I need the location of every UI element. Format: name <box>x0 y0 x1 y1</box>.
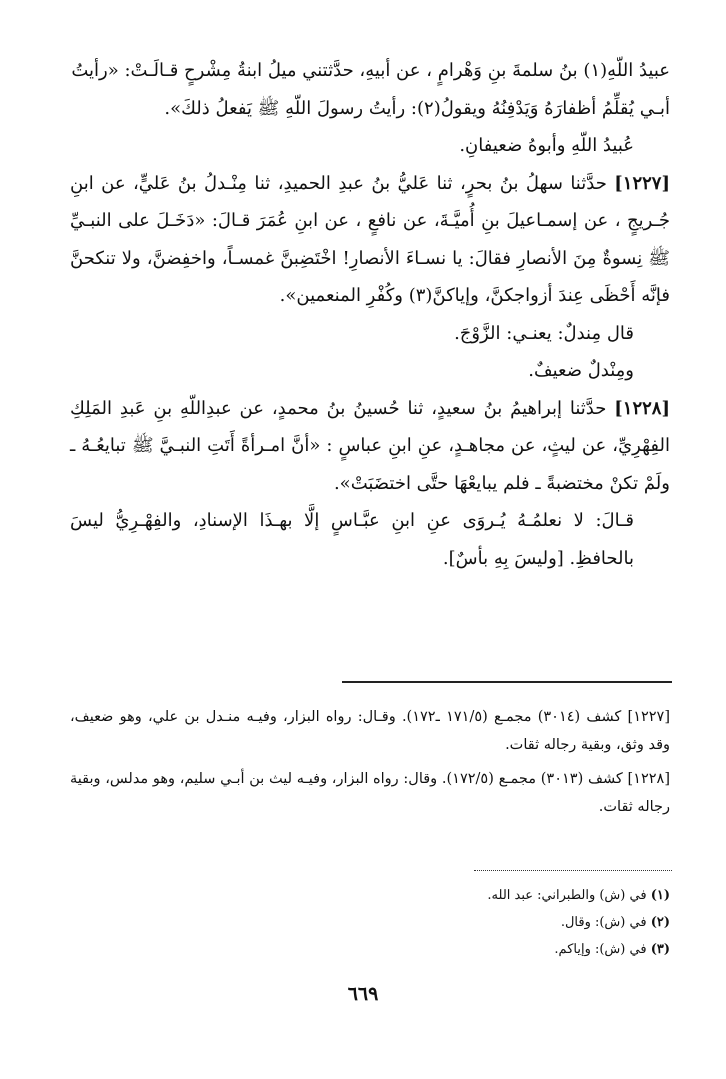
takhrij-entry: [١٢٢٨] كشف (٣٠١٣) مجمـع (١٧٢/٥). وقال: رواه البزار، وفيـه ليث بن أبـي سليم، وهو مدلس، وبقية رجاله ثقات. <box>70 771 670 815</box>
hadith-comment: قـالَ: لا نعلمُـهُ يُـروَى عنِ ابنِ عبَّـاسٍ إلَّا بهـذَا الإسنادِ، والفِهْـرِيُّ ليسَ بالحافظِ. [وليسَ بِهِ بأسٌ]. <box>70 510 634 569</box>
hadith-comment: قال مِندلٌ: يعنـي: الزَّوْجَ. <box>454 322 634 344</box>
hadith-1228 <box>70 390 670 503</box>
footnote-dotted-divider <box>474 870 672 871</box>
prev-hadith-line-1: عبيدُ اللّهِ(١) بنُ سلمةَ بنِ وَهْرامٍ ، عن أبيهِ، حدَّثتني ميلُ ابنةُ مِشْرحٍ قـالَـتْ: «رأيتُ <box>71 60 670 81</box>
hadith-number: [١٢٢٧] <box>614 172 670 194</box>
footnote-divider <box>342 681 672 683</box>
footnote-number: (٢) <box>650 915 670 930</box>
hadith-number: [١٢٢٨] <box>614 397 670 419</box>
footnote-item <box>70 882 670 909</box>
takhrij-notes <box>70 703 670 827</box>
hadith-1227 <box>70 165 670 315</box>
prev-hadith-line-2: أبـي يُقلِّمُ أظفارَهُ وَيَدْفِنُهُ ويقولُ(٢): رأيتُ رسولَ اللّهِ ﷺ يَفعلُ ذلكَ». <box>164 97 670 119</box>
page-number: ٦٦٩ <box>347 983 379 1005</box>
footnote-number: (٣) <box>650 942 670 957</box>
footnote-item <box>70 936 670 963</box>
hadith-text: حدَّثنا سهلُ بنُ بحرٍ، ثنا عَليُّ بنُ عبدِ الحميدِ، ثنا مِنْـدلُ بنُ عَليٍّ، عن ابنِ جُـريجٍ ، عن إسمـاعيلَ بنِ أُميَّـةَ، عن نافعٍ ، عن ابنِ عُمَرَ قـالَ: «دَخَـلَ على النبـيِّ ﷺ نِسوةٌ مِنَ الأنصارِ فقالَ: يا نسـاءَ الأنصارِ! اخْتَضِبنَّ غمسـاً، واخفِضنَّ، ولا تنكحنَّ فإنَّه أَحْظَى عِندَ أزواجكنَّ، وإياكنَّ(٣) وكُفْرِ المنعمين». <box>70 172 670 306</box>
footnote-item <box>70 909 670 936</box>
footnote-text: في (ش): وإياكم. <box>554 942 647 957</box>
hadith-comment: ومِنْدلٌ ضعيفٌ. <box>528 360 634 381</box>
main-text <box>70 52 670 577</box>
footnotes <box>70 882 670 963</box>
footnote-text: في (ش) والطبراني: عبد الله. <box>487 888 647 903</box>
takhrij-entry: [١٢٢٧] كشف (٣٠١٤) مجمـع (١٧١/٥ ـ١٧٢). وقـال: رواه البزار، وفيـه منـدل بن علي، وهو ضعيف، وقد وثق، وبقية رجاله ثقات. <box>70 709 671 753</box>
hadith-text: حدَّثنا إبراهيمُ بنُ سعيدٍ، ثنا حُسينُ بنُ محمدٍ، عن عبدِاللّهِ بنِ عَبدِ المَلِكِ الفِهْرِيِّ، عن ليثٍ، عن مجاهـدٍ، عنِ ابنِ عباسٍ : «أنَّ امـرأةً أَتَتِ النبـيَّ ﷺ تبايعُـهُ ـ ولَمْ تكنْ مختضبةً ـ فلم يبايعْهَا حتَّى اختضَبَتْ». <box>70 397 671 494</box>
footnote-number: (١) <box>650 888 670 903</box>
prev-hadith-note: عُبيدُ اللّهِ وأبوهُ ضعيفانِ. <box>459 135 634 156</box>
footnote-text: في (ش): وقال. <box>560 915 647 930</box>
